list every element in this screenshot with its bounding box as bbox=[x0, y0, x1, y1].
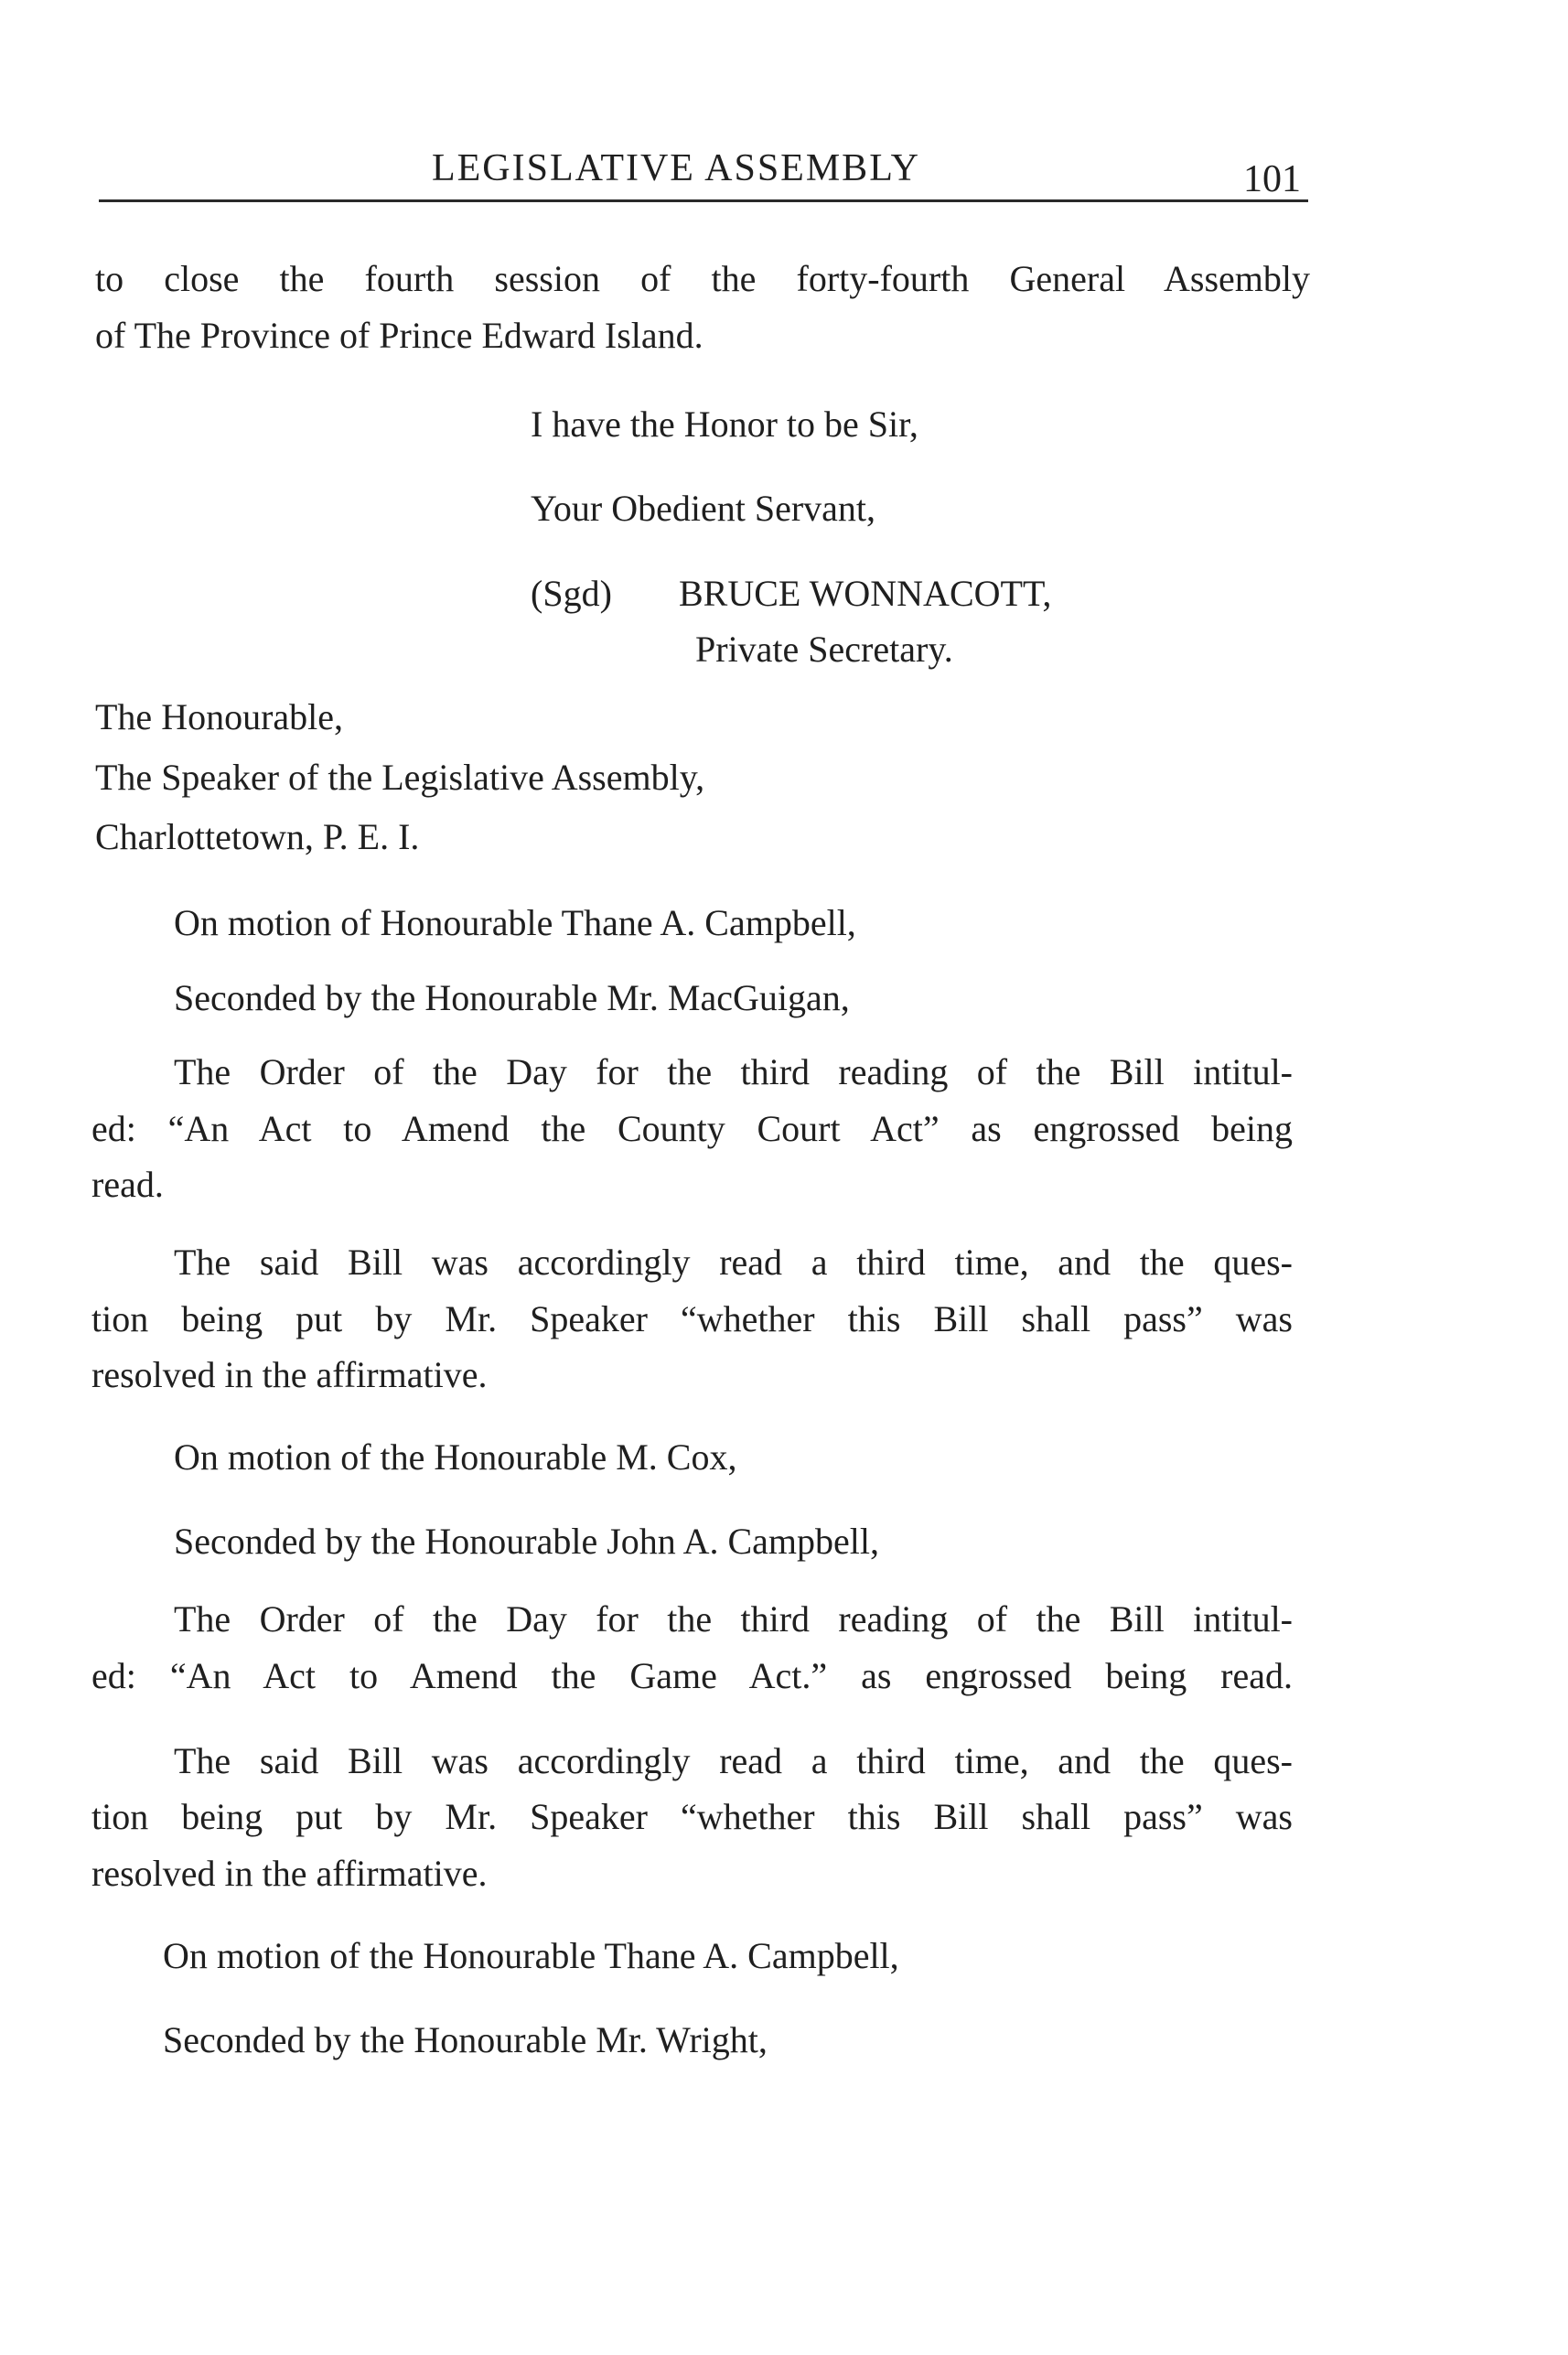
motion-3-mover: On motion of the Honourable Thane A. Campbell, bbox=[163, 1935, 899, 1976]
motion-1-seconder: Seconded by the Honourable Mr. MacGuigan, bbox=[174, 977, 850, 1018]
motion-2-result-line-2: tion being put by Mr. Speaker “whether this Bill shall pass” was bbox=[91, 1796, 1293, 1837]
header-rule bbox=[99, 199, 1308, 202]
page-number: 101 bbox=[1243, 158, 1301, 200]
motion-2-mover: On motion of the Honourable M. Cox, bbox=[174, 1436, 737, 1478]
motion-2-order-line-2: ed: “An Act to Amend the Game Act.” as engrossed being read. bbox=[91, 1655, 1293, 1696]
addressee-line-2: The Speaker of the Legislative Assembly, bbox=[95, 757, 705, 798]
motion-1-mover: On motion of Honourable Thane A. Campbell, bbox=[174, 902, 856, 943]
motion-2-result-line-3: resolved in the affirmative. bbox=[91, 1853, 488, 1894]
motion-2-order-line-1: The Order of the Day for the third reading of the Bill intitul- bbox=[174, 1598, 1293, 1640]
opening-line-1: to close the fourth session of the forty-fourth General Assembly bbox=[95, 258, 1310, 299]
addressee-line-3: Charlottetown, P. E. I. bbox=[95, 816, 420, 857]
motion-1-result-line-2: tion being put by Mr. Speaker “whether this Bill shall pass” was bbox=[91, 1298, 1293, 1339]
motion-1-result-line-3: resolved in the affirmative. bbox=[91, 1354, 488, 1395]
page-header bbox=[99, 146, 1308, 212]
addressee-line-1: The Honourable, bbox=[95, 696, 344, 737]
signatory-name: BRUCE WONNACOTT, bbox=[679, 573, 1052, 614]
motion-1-order-line-3: read. bbox=[91, 1164, 164, 1205]
motion-1-order-line-2: ed: “An Act to Amend the County Court Act” as engrossed being bbox=[91, 1108, 1293, 1149]
opening-line-2: of The Province of Prince Edward Island. bbox=[95, 315, 703, 356]
signatory-title: Private Secretary. bbox=[695, 629, 953, 670]
running-title: LEGISLATIVE ASSEMBLY bbox=[432, 147, 920, 189]
signed-marker: (Sgd) bbox=[531, 573, 612, 614]
motion-1-result-line-1: The said Bill was accordingly read a third time, and the ques- bbox=[174, 1242, 1293, 1283]
motion-1-order-line-1: The Order of the Day for the third reading of the Bill intitul- bbox=[174, 1051, 1293, 1092]
closing-valediction: Your Obedient Servant, bbox=[531, 488, 876, 529]
motion-2-seconder: Seconded by the Honourable John A. Campbell, bbox=[174, 1521, 879, 1562]
motion-3-seconder: Seconded by the Honourable Mr. Wright, bbox=[163, 2019, 768, 2060]
motion-2-result-line-1: The said Bill was accordingly read a third time, and the ques- bbox=[174, 1740, 1293, 1781]
closing-salutation: I have the Honor to be Sir, bbox=[531, 403, 918, 445]
